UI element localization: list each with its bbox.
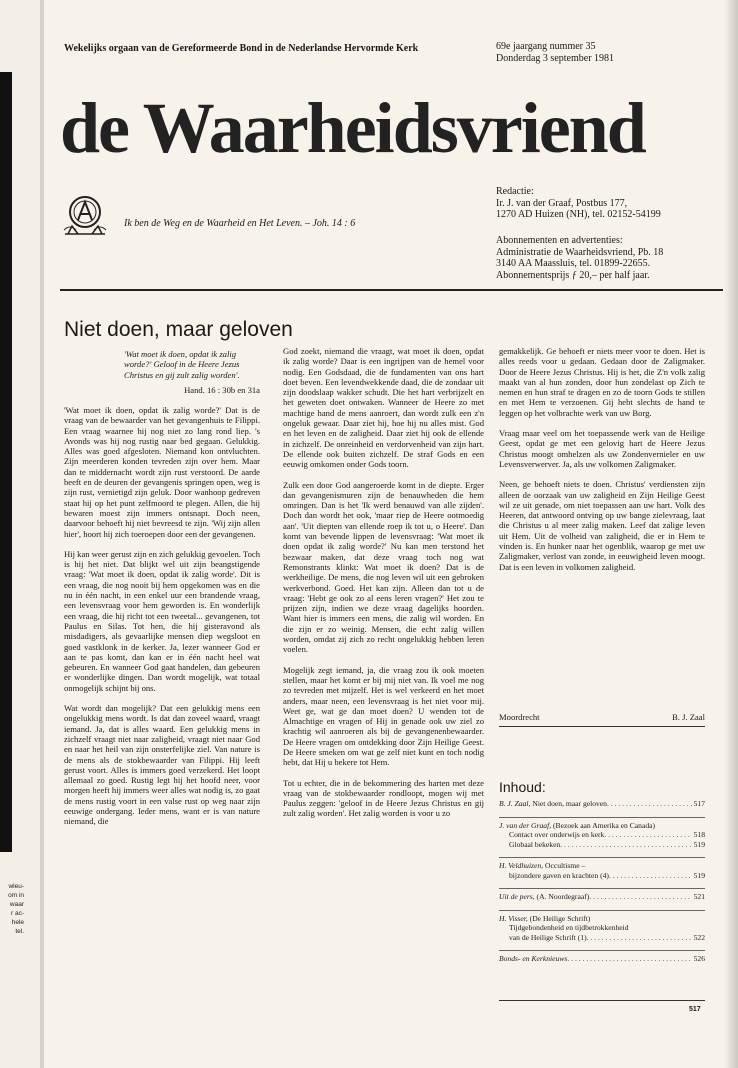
table-of-contents: [499, 799, 705, 972]
motto: Ik ben de Weg en de Waarheid en Het Leven. – Joh. 14 : 6: [124, 218, 356, 229]
abonnementen-line: Abonnementsprijs ƒ 20,– per half jaar.: [496, 269, 650, 281]
toc-page-number: 519: [693, 839, 705, 849]
page-number: 517: [689, 1006, 701, 1013]
toc-title: Tijdgebondenheid en tijdbetrokkenheid: [509, 923, 629, 932]
toc-entry: [499, 799, 705, 809]
toc-line: [499, 830, 705, 840]
toc-line: [499, 923, 705, 933]
paragraph: 'Wat moet ik doen, opdat ik zalig worde?' Dat is de vraag van de bewaarder van het gevangenhuis te Filippi. Een vraag waarnee hij nog niet zo lang rond liep. 's Avonds was hij nog rustig naar bed gegaan. Gelukkig. Alles was goed afgesloten. Niemand kon ontvluchten. Zijn meerderen konden tevreden zijn over hem. Maar dan te middernacht wordt zijn rust verstoord. De aarde beeft en de deuren der gevangenis springen open, weg is zijn rust, vernietigd zijn geluk. Door wanhoop gedreven staat hij op het punt zelfmoord te plegen. Allen, die hij bewaren moest zijn immers ontsnapt. Doch neen, daarvoor behoeft hij niet bevreesd te zijn. 'Wij zijn allen hier', hoort hij zich toeroepen door een der gevangenen.: [64, 405, 260, 539]
fragment-line: waar: [9, 901, 24, 908]
signature-author: B. J. Zaal: [672, 712, 705, 722]
toc-author: B. J. Zaal,: [499, 799, 531, 808]
article-column-2: [283, 346, 484, 829]
epigraph-reference: Hand. 16 : 30b en 31a: [184, 385, 260, 395]
toc-author: J. van der Graaf,: [499, 820, 552, 830]
article-column-3: [499, 346, 705, 582]
toc-entry: [499, 888, 705, 902]
toc-line: [499, 892, 705, 902]
redactie-block: [496, 186, 661, 221]
toc-line: [499, 871, 705, 881]
toc-page-number: 522: [693, 932, 705, 942]
abonnementen-line: Administratie de Waarheidsvriend, Pb. 18: [496, 246, 664, 258]
abonnementen-line: 3140 AA Maassluis, tel. 01899-22655.: [496, 258, 651, 269]
toc-line: [499, 799, 705, 809]
toc-line: [499, 821, 705, 831]
toc-page-number: 526: [693, 954, 705, 963]
toc-title: Occultisme –: [543, 861, 586, 870]
issue-volume: 69e jaargang nummer 35: [496, 41, 596, 52]
paragraph: Mogelijk zegt iemand, ja, die vraag zou ik ook moeten stellen, maar het komt er bij mij niet van. Ik voel me nog zo tevreden met mijzelf. Het is wel verkeerd en het moet anders, maar neen, een levensvraag is het niet voor mij. Weet ge, wat ge dan moet doen? U wenden tot de Almachtige en vragen of Hij in genade ook uw ziel zo krachtig wil aanroeren als bij de gevangenenbewaarder. De Heere vragen om ontdekking door Zijn Heilige Geest. De Heere smeken om wat ge zelf niet kunt en toch nodig hebt, dat Hij u bekere tot Hem.: [283, 664, 484, 768]
article-column-1: [64, 405, 260, 837]
paragraph: gemakkelijk. Ge behoeft er niets meer voor te doen. Het is alles reeds voor u gedaan. Gedaan door de Zaligmaker. Door de Heere Jezus Christus. Hij is het, die Z'n volk zalig maakt van al hun zonden, door hun zondelast op Zich te nemen en hun straf te dragen en zo de toorn Gods te stillen en met Hem te verzoenen. Gij hebt slechts de hand te leggen op het volbrachte werk van uw Borg.: [499, 346, 705, 418]
signature-place: Moordrecht: [499, 712, 540, 722]
toc-title: Globaal bekeken: [509, 839, 561, 849]
logo-emblem-icon: [62, 194, 108, 238]
toc-line: [499, 840, 705, 850]
toc-leader-dots: [604, 830, 691, 840]
article-title: Niet doen, maar geloven: [64, 318, 293, 341]
toc-author: H. Visser,: [499, 913, 528, 923]
toc-line-text: [499, 914, 590, 924]
toc-title: (A. Noordegraaf): [534, 892, 590, 901]
toc-entry: [499, 857, 705, 880]
paragraph: God zoekt, niemand die vraagt, wat moet ik doen, opdat ik zalig worde? Daar is een ingrijpen van de hemel voor nodig. Een Godsdaad, die de fundamenten van ons hart doet beven. Een levendwekkende daad, die de zondaar uit zijn doodslaap wakker schudt. Die het hart verbrijzelt en het geweten doet ontwaken. Wanneer de Heere zo met machtige hand de mens aanroert, dan wordt zulk een z'n ongeluk gewaar. Daar ziet hij, hoe hij nu alles mist. God en het leven en de zaligheid. Daar ziet hij ook de ellende in zichzelf. De onreinheid en verdorvenheid van zijn hart. De ellende ook buiten zichzelf. De straf Gods en een eeuwig omkomen onder Gods toorn.: [283, 346, 484, 470]
fragment-line: r ac-: [11, 910, 24, 917]
issue-info: [496, 41, 614, 64]
toc-line-text: [509, 840, 560, 850]
toc-heading: Inhoud:: [499, 779, 546, 795]
toc-line: [499, 914, 705, 924]
paragraph: Wat wordt dan mogelijk? Dat een gelukkig mens een ongelukkig mens wordt. Is dat dan zoveel waard, vraagt iemand. Ja, dat is alles waard. Een gelukkig mens in zichzelf vraagt niet naar zaligheid, vraagt niet naar God en naar het heil van zijn onsterfelijke ziel. Van nature is de mens als de stokbewaarder van Filippi. Hij leeft gerust voort. Alles is immers goed verzekerd. Het loopt allemaal zo goed. Rustig legt hij het hoofd neer, voor morgen heeft hij immers weer alles wat nodig is, zo gaat de mens rustig voort in een valse rust op weg naar zijn eeuwige ondergang. Ieder mens, want er is van nature niemand, die: [64, 703, 260, 827]
toc-author: H. Veldhuizen,: [499, 861, 544, 870]
toc-line: [499, 861, 705, 871]
fragment-line: hele: [11, 919, 24, 926]
toc-line-text: [509, 871, 609, 881]
paragraph: Vraag maar veel om het toepassende werk van de Heilige Geest, opdat ge met een gelovig hart de Heere Jezus Christus moogt omhelzen als uw Zondenvernieler en uw Levensverwerver. Ja, als uw volkomen Zaligmaker.: [499, 428, 705, 469]
toc-bottom-divider: [499, 1000, 705, 1001]
toc-title: (Bezoek aan Amerika en Canada): [551, 820, 656, 830]
paragraph: Hij kan weer gerust zijn en zich gelukkig gevoelen. Toch is hij het niet. Dat blijkt wel uit zijn beangstigende vraag: 'Wat moet ik doen, opdat ik zalig worde'. Dit is een vraag, die nog nooit bij hem opgekomen was en die nu in één nacht, in een enkel uur een brandende vraag, een levensvraag voor hem geworden is. En wonderlijk een vraag, die hij richt tot een tweetal... gevangenen, tot Paulus en Silas. Tot hen, die hij gisteravond als misdadigers, als gevaarlijke mensen diep wegsloot en goed vastklonk in de kerker. Ja, lezer wanneer God er aan te pas komt, dan kan er in één nacht heel wat gebeuren. En wanneer God gaat handelen, dan gebeuren er wonderlijke dingen. Dan wordt mogelijk, wat totaal onmogelijk schijnt bij ons.: [64, 548, 260, 693]
redactie-line: Redactie:: [496, 186, 534, 197]
fragment-line: om in: [8, 892, 24, 899]
toc-title: (De Heilige Schrift): [527, 913, 591, 923]
publication-subtitle: Wekelijks orgaan van de Gereformeerde Bond in de Nederlandse Hervormde Kerk: [64, 43, 419, 54]
toc-title: van de Heilige Schrift (1): [509, 932, 587, 942]
signature-divider: [499, 726, 705, 727]
toc-leader-dots: [567, 954, 691, 964]
paragraph: Zulk een door God aangeroerde komt in de diepte. Erger dan gevangenismuren zijn de benauwheden die hem omringen. Dan is het 'Ik werd benauwd van alle zijden'. Doch dan wordt het ook, 'maar riep de Heere ootmoedig aan'. 'Uit diepten van ellende roep ik tot u, o Heere'. Dan komt van bevende lippen de levensvraag: 'Wat moet ik doen opdat ik zalig worde?' Nu kan men terstond het bezwaar maken, dat deze vraag toch nog wat Remonstrants klinkt: Wat moet ik doen? Dat is de werkheilige. De mens, die nog leven wil uit een gebroken werkverbond. Goed. Het kan zijn. Alleen dan tot u de vraag: 'Hebt ge ook zo al eens leren vragen?' Het zou te prijzen zijn, indien we deze vraag dagelijks hoorden. Want hier is immers een mens, die zalig wil worden. En die zijn er zo weinig. Mensen, die echt zalig willen worden, omdat zij zich zo recht ongelukkig hebben leren voelen.: [283, 479, 484, 655]
toc-author: Uit de pers,: [499, 892, 535, 901]
toc-leader-dots: [609, 871, 692, 881]
previous-page-black-bar: [0, 72, 12, 852]
masthead-title: de Waarheidsvriend: [60, 88, 645, 168]
toc-leader-dots: [589, 892, 691, 902]
previous-page-edge: [0, 0, 44, 1068]
toc-page-number: 518: [693, 830, 705, 839]
toc-leader-dots: [587, 933, 692, 943]
redactie-line: 1270 AD Huizen (NH), tel. 02152-54199: [496, 209, 661, 220]
toc-line: [499, 954, 705, 964]
toc-line-text: [499, 892, 589, 902]
toc-leader-dots: [607, 799, 692, 809]
toc-line-text: [499, 821, 655, 831]
toc-line-text: [499, 861, 585, 871]
redactie-line: Ir. J. van der Graaf, Postbus 177,: [496, 197, 628, 209]
article-signature: [499, 712, 705, 722]
article-epigraph: 'Wat moet ik doen, opdat ik zalig worde?' Geloof in de Heere Jezus Christus en gij zult zalig worden'.: [124, 349, 240, 380]
toc-line-text: [499, 799, 607, 809]
toc-line-text: [499, 954, 567, 964]
toc-title: Niet doen, maar geloven: [530, 799, 607, 808]
paragraph: Tot u echter, die in de bekommering des harten met deze vraag van de stokbewaarder rondloopt, mogen wij met Paulus zeggen: 'geloof in de Heere Jezus Christus en gij zult zalig worden'. Het zalig worden is voor u zo: [283, 777, 484, 819]
fragment-line: wleu-: [8, 883, 24, 890]
toc-line-text: [509, 830, 604, 840]
paragraph: Neen, ge behoeft niets te doen. Christus' verdiensten zijn alleen de oorzaak van uw zaligheid en Zijn Heilige Geest wil ze uit genade, om niet toepassen aan uw hart. Volk des Heeren, dat antwoord ontving op uw bange zielevraag, laat die Christus u al meer zalig maken. Leef dat zalige leven uit Hem. Uit de volheid van zaligheid, die er in Hem te vinden is. En hunker naar het ogenblik, waarop ge met uw Zaligmaker, verlost van zonde, in eeuwigheid leven moogt. Dat is een leven in volkomen zaligheid.: [499, 479, 705, 572]
toc-entry: [499, 950, 705, 964]
abonnementen-line: Abonnementen en advertenties:: [496, 235, 623, 246]
toc-line-text: [509, 923, 629, 933]
toc-author: Bonds- en Kerknieuws: [499, 954, 568, 963]
toc-page-number: 517: [693, 799, 705, 808]
toc-line-text: [509, 933, 587, 943]
previous-page-text-fragment: [2, 882, 24, 936]
header-divider: [60, 289, 723, 291]
toc-title: bijzondere gaven en krachten (4): [509, 870, 609, 880]
fragment-line: tel.: [15, 928, 24, 935]
toc-leader-dots: [560, 840, 691, 850]
toc-entry: [499, 817, 705, 850]
toc-page-number: 519: [693, 870, 705, 880]
newspaper-page: [44, 0, 738, 1068]
issue-date: Donderdag 3 september 1981: [496, 52, 615, 64]
toc-entry: [499, 910, 705, 943]
abonnementen-block: [496, 235, 663, 281]
toc-title: Contact over onderwijs en kerk: [509, 830, 605, 839]
toc-page-number: 521: [693, 892, 705, 901]
toc-line: [499, 933, 705, 943]
